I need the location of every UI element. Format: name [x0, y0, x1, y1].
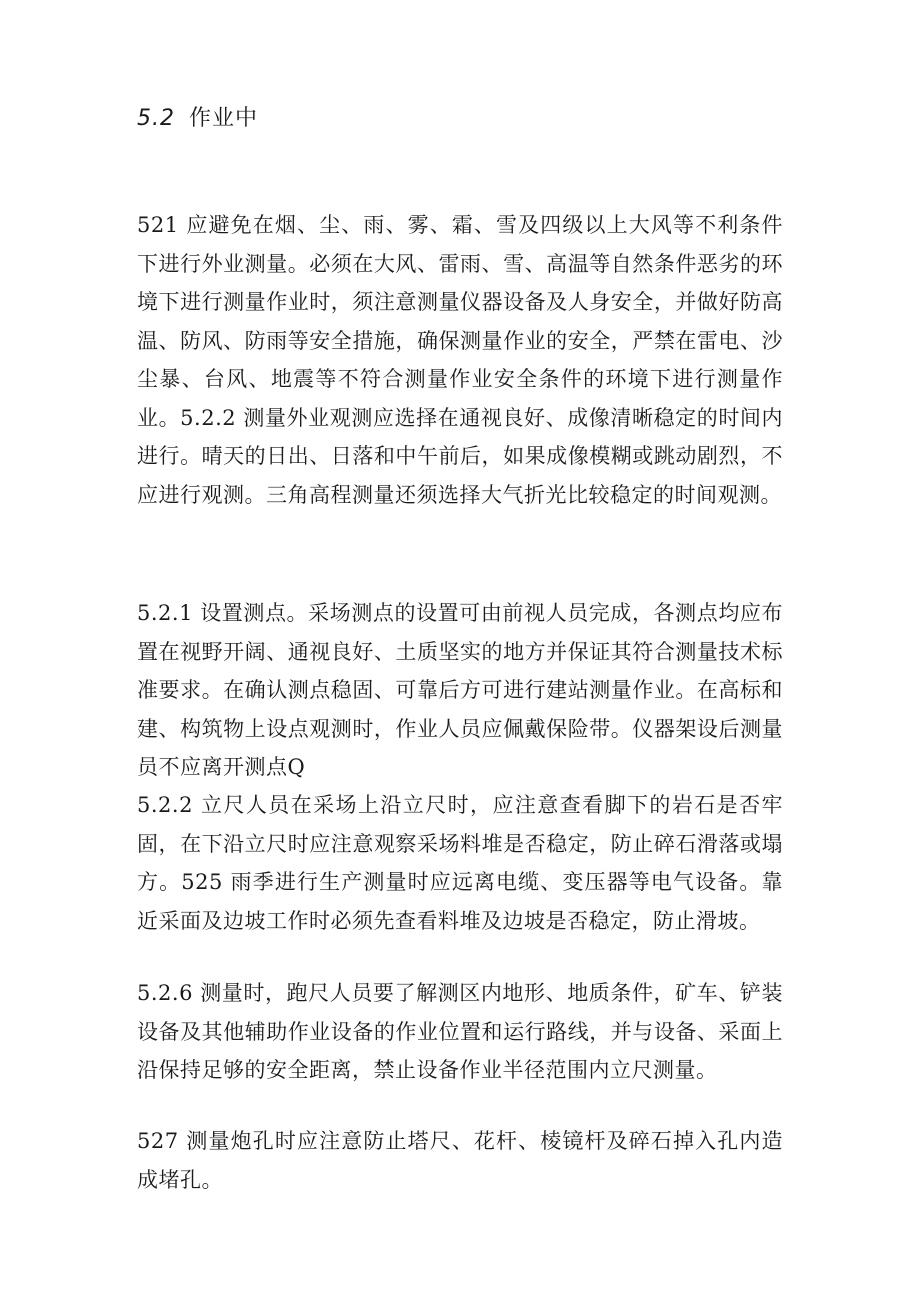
paragraph-text: 527 测量炮孔时应注意防止塔尺、花杆、棱镜杆及碎石掉入孔内造成堵孔。	[137, 1129, 783, 1192]
paragraph-text: 5.2.6 测量时，跑尺人员要了解测区内地形、地质条件，矿车、铲装设备及其他辅助作业设备的作业位置和运行路线，并与设备、采面上沿保持足够的安全距离，禁止设备作业半径范围内立尺测量。	[137, 981, 783, 1082]
paragraph-5-2-2	[137, 786, 783, 940]
section-number: 5.2	[137, 106, 175, 131]
paragraph-text: 5.2.1 设置测点。采场测点的设置可由前视人员完成，各测点均应布置在视野开阔、通视良好、土质坚实的地方并保证其符合测量技术标准要求。在确认测点稳固、可靠后方可进行建站测量作业。在高标和建、构筑物上设点观测时，作业人员应佩戴保险带。仪器架设后测量员不应离开测点Q	[137, 601, 783, 779]
paragraph-text: 521 应避免在烟、尘、雨、雾、霜、雪及四级以上大风等不利条件下进行外业测量。必须在大风、雷雨、雪、高温等自然条件恶劣的环境下进行测量作业时，须注意测量仪器设备及人身安全，并做好防高温、防风、防雨等安全措施，确保测量作业的安全，严禁在雷电、沙尘暴、台风、地震等不符合测量作业安全条件的环境下进行测量作业。5.2.2 测量外业观测应选择在通视良好、成像清晰稳定的时间内进行。晴天的日出、日落和中午前后，如果成像模糊或跳动剧烈，不应进行观测。三角高程测量还须选择大气折光比较稳定的时间观测。	[137, 213, 783, 507]
paragraph-5-2-6	[137, 974, 783, 1090]
section-heading	[137, 102, 258, 136]
paragraph-521	[137, 206, 783, 514]
paragraph-527	[137, 1122, 783, 1199]
paragraph-text: 5.2.2 立尺人员在采场上沿立尺时，应注意查看脚下的岩石是否牢固，在下沿立尺时应注意观察采场料堆是否稳定，防止碎石滑落或塌方。525 雨季进行生产测量时应远离电缆、变压器等电气设备。靠近采面及边坡工作时必须先查看料堆及边坡是否稳定，防止滑坡。	[137, 793, 783, 933]
section-title: 作业中	[189, 106, 259, 131]
paragraph-5-2-1	[137, 594, 783, 787]
